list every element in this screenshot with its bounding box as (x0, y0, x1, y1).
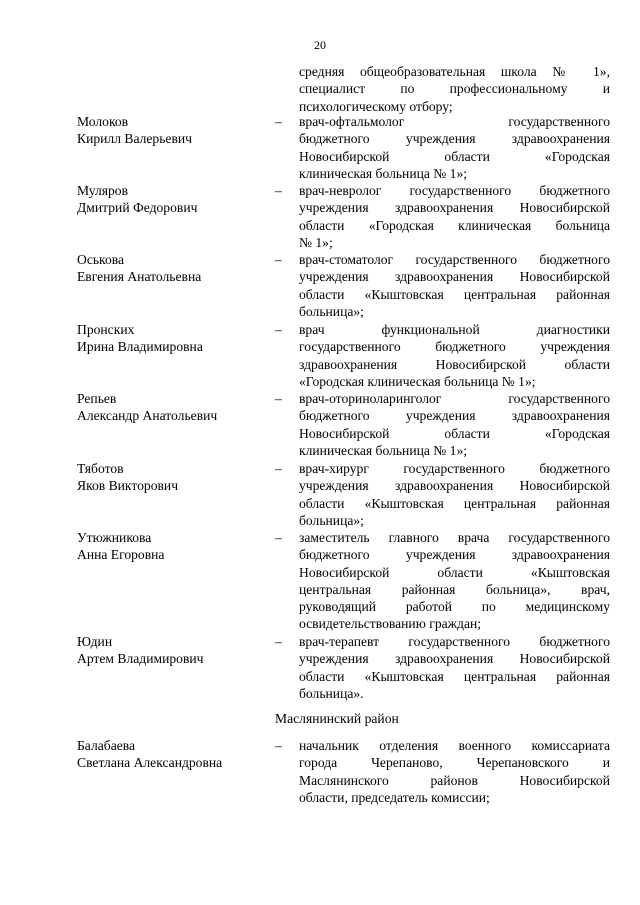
text-line: руководящий работой по медицинскому (299, 599, 610, 615)
text-line: бюджетного учреждения здравоохранения (299, 547, 610, 563)
text-line: врач-оториноларинголог государственного (299, 391, 610, 406)
member-given-name: Евгения Анатольевна (77, 269, 202, 285)
member-surname: Тяботов (77, 461, 124, 476)
member-surname: Утюжникова (77, 530, 152, 545)
text-line: психологическому отбору; (299, 98, 453, 114)
member-surname: Балабаева (77, 738, 136, 753)
text-line: клиническая больница № 1»; (299, 165, 468, 181)
text-line: Новосибирской области «Кыштовская (299, 564, 610, 580)
text-line: учреждения здравоохранения Новосибирской (299, 478, 610, 494)
text-line: области «Кыштовская центральная районная (299, 286, 610, 302)
text-line: Новосибирской области «Городская (299, 425, 610, 441)
dash-separator: – (275, 114, 282, 129)
text-line: учреждения здравоохранения Новосибирской (299, 200, 610, 216)
text-line: Новосибирской области «Городская (299, 148, 610, 164)
member-position (299, 182, 610, 251)
member-name (77, 633, 267, 668)
member-given-name: Анна Егоровна (77, 547, 165, 563)
dash-separator: – (275, 322, 282, 337)
member-given-name: Светлана Александровна (77, 755, 223, 771)
district-heading: Маслянинский район (275, 711, 399, 726)
text-line: бюджетного учреждения здравоохранения (299, 131, 610, 147)
text-line: центральная районная больница», врач, (299, 581, 610, 597)
dash-separator: – (275, 634, 282, 649)
text-line: области «Городская клиническая больница (299, 217, 610, 233)
dash-separator: – (275, 738, 282, 753)
dash-separator: – (275, 183, 282, 198)
text-line: больница»; (299, 303, 364, 319)
text-line: Маслянинского районов Новосибирской (299, 772, 610, 788)
text-line: больница». (299, 685, 364, 701)
text-line: области «Кыштовская центральная районная (299, 495, 610, 511)
text-line: учреждения здравоохранения Новосибирской (299, 269, 610, 285)
member-position (299, 529, 610, 633)
member-position (299, 460, 610, 529)
text-line: заместитель главного врача государственного (299, 530, 610, 545)
continuation-text (299, 63, 610, 115)
text-line: «Городская клиническая больница № 1»; (299, 373, 536, 389)
dash-separator: – (275, 461, 282, 476)
member-name (77, 113, 267, 148)
text-line: врач-стоматолог государственного бюджетного (299, 252, 610, 267)
text-line: освидетельствованию граждан; (299, 616, 482, 632)
text-line: учреждения здравоохранения Новосибирской (299, 651, 610, 667)
page-number: 20 (314, 38, 326, 52)
member-name (77, 251, 267, 286)
member-surname: Пронских (77, 322, 135, 337)
text-line: врач-хирург государственного бюджетного (299, 461, 610, 476)
text-line: области «Кыштовская центральная районная (299, 668, 610, 684)
member-given-name: Яков Викторович (77, 478, 179, 494)
member-surname: Молоков (77, 114, 129, 129)
member-surname: Оськова (77, 252, 125, 267)
member-given-name: Дмитрий Федорович (77, 200, 198, 216)
text-line: врач-терапевт государственного бюджетного (299, 634, 610, 649)
member-position (299, 390, 610, 459)
text-line: города Черепаново, Черепановского и (299, 755, 610, 771)
dash-separator: – (275, 391, 282, 406)
text-line: области, председатель комиссии; (299, 789, 490, 805)
dash-separator: – (275, 530, 282, 545)
text-line: клиническая больница № 1»; (299, 442, 468, 458)
member-name (77, 737, 267, 772)
member-surname: Репьев (77, 391, 117, 406)
member-position (299, 737, 610, 806)
member-name (77, 321, 267, 356)
text-line: начальник отделения военного комиссариата (299, 738, 610, 753)
member-position (299, 113, 610, 182)
text-line: специалист по профессиональному и (299, 81, 610, 97)
dash-separator: – (275, 252, 282, 267)
text-line: здравоохранения Новосибирской области (299, 356, 610, 372)
text-line: № 1»; (299, 234, 333, 250)
member-surname: Муляров (77, 183, 128, 198)
text-line: государственного бюджетного учреждения (299, 339, 610, 355)
member-name (77, 182, 267, 217)
text-line: врач функциональной диагностики (299, 322, 610, 337)
text-line: врач-невролог государственного бюджетного (299, 183, 610, 198)
member-surname: Юдин (77, 634, 113, 649)
text-line: средняя общеобразовательная школа № 1», (299, 64, 610, 79)
member-given-name: Александр Анатольевич (77, 408, 218, 424)
member-given-name: Ирина Владимировна (77, 339, 203, 355)
member-position (299, 321, 610, 390)
member-name (77, 529, 267, 564)
member-given-name: Артем Владимирович (77, 651, 204, 667)
member-name (77, 390, 267, 425)
text-line: больница»; (299, 512, 364, 528)
member-given-name: Кирилл Валерьевич (77, 131, 192, 147)
member-position (299, 633, 610, 702)
member-name (77, 460, 267, 495)
member-position (299, 251, 610, 320)
text-line: бюджетного учреждения здравоохранения (299, 408, 610, 424)
text-line: врач-офтальмолог государственного (299, 114, 610, 129)
